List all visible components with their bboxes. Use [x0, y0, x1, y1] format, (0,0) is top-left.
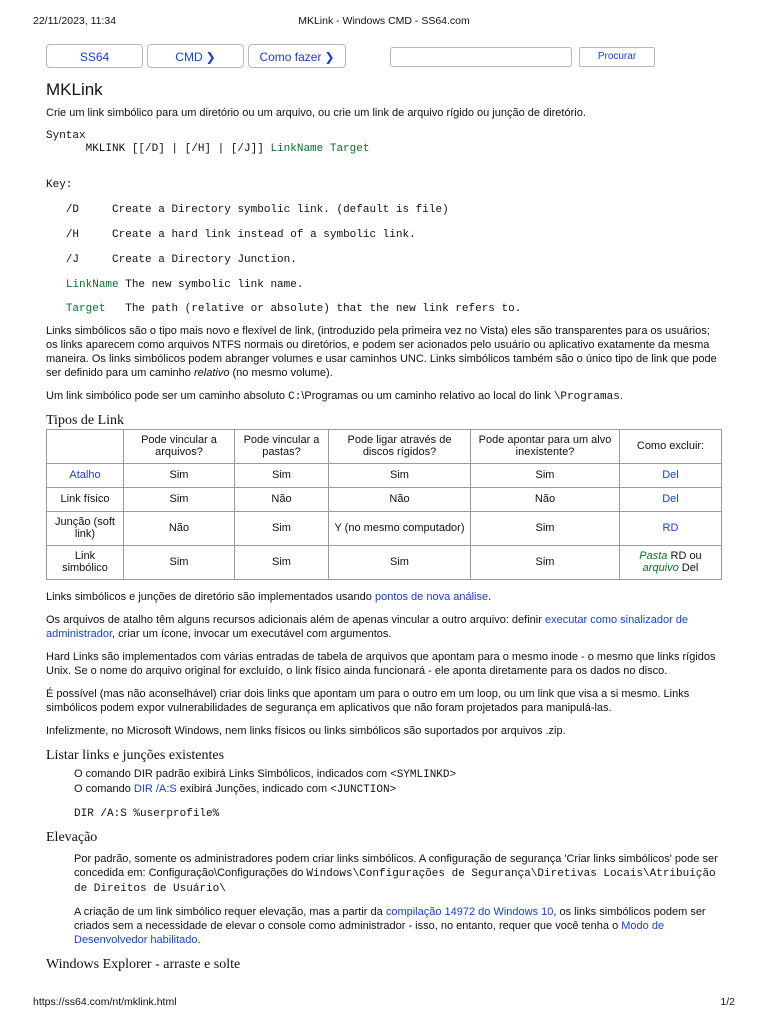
- print-page-number: 1/2: [720, 996, 735, 1008]
- main-content: [46, 80, 722, 976]
- reparse-paragraph: Links simbólicos e junções de diretório são implementados usando pontos de nova análise.: [46, 590, 492, 603]
- del-link[interactable]: Del: [662, 469, 679, 482]
- print-datetime: 22/11/2023, 11:34: [33, 15, 117, 27]
- listar-section: O comando DIR padrão exibirá Links Simbólicos, indicados com <SYMLINKD> O comando DIR /A:S exibirá Junções, indicado com <JUNCTION> DIR /A:S %userprofile%: [74, 767, 722, 820]
- nav-cmd-button[interactable]: CMD ❯: [147, 44, 244, 68]
- dir-command: DIR /A:S %userprofile%: [74, 807, 220, 820]
- listar-heading: Listar links e junções existentes: [46, 747, 225, 763]
- del-link[interactable]: Del: [662, 493, 679, 506]
- key-block: Key: /D Create a Directory symbolic link. (default is file) /H Create a hard link instead of a symbolic link. /J Create a Directory Junction. LinkName The new symbolic link name. Target The path (relative or absolute) that the new link refers to.: [46, 179, 522, 316]
- intro-text: Crie um link simbólico para um diretório ou um arquivo, ou crie um link de arquivo rígido ou junção de diretório.: [46, 107, 586, 119]
- table-row: Atalho Sim Sim Sim Sim Del: [47, 463, 722, 487]
- print-url: https://ss64.com/nt/mklink.html: [33, 996, 177, 1008]
- atalho-link[interactable]: Atalho: [69, 469, 101, 482]
- dir-as-link[interactable]: DIR /A:S: [133, 782, 177, 795]
- path-paragraph: Um link simbólico pode ser um caminho absoluto C:\Programas ou um caminho relativo ao local do link \Programas.: [46, 389, 623, 403]
- table-row: Link simbólico Sim Sim Sim Sim Pasta RD ou arquivo Del: [47, 545, 722, 579]
- table-row: Junção (soft link) Não Sim Y (no mesmo computador) Sim RD: [47, 511, 722, 545]
- table-header-row: Pode vincular a arquivos? Pode vincular a pastas? Pode ligar através de discos rígidos? Pode apontar para um alvo inexistente? Como excluir:: [47, 429, 722, 463]
- tipos-heading: Tipos de Link: [46, 412, 125, 428]
- zip-paragraph: Infelizmente, no Microsoft Windows, nem links físicos ou links simbólicos são suportados por arquivos .zip.: [46, 724, 566, 737]
- print-footer: [33, 996, 735, 1008]
- elevacao-section: Por padrão, somente os administradores podem criar links simbólicos. A configuração de segurança 'Criar links simbólicos' pode ser concedida em: Configuração\Configurações do Windows\Configurações de Segurança\Diretivas Locais\Atribuição de Direitos de Usuário\ A criação de um link simbólico requer elevação, mas a partir da compilação 14972 do Windows 10, os links simbólicos podem ser criados sem a necessidade de elevar o console como administrador - isso, no entanto, requer que você tenha o Modo de Desenvolvedor habilitado.: [74, 852, 718, 946]
- table-row: Link físico Sim Não Não Não Del: [47, 487, 722, 511]
- link-types-table: [46, 429, 722, 580]
- reparse-points-link[interactable]: pontos de nova análise: [374, 590, 489, 603]
- syntax-block: Syntax MKLINK [[/D] | [/H] | [/J]] LinkName Target: [46, 130, 370, 155]
- hardlink-paragraph: Hard Links são implementados com várias entradas de tabela de arquivos que apontam para o mesmo inode - o mesmo que links rígidos Unix. Se o nome do arquivo original for excluído, o link físico ainda funcionará - ele aponta diretamente para os dados no disco.: [46, 650, 716, 677]
- elevacao-heading: Elevação: [46, 829, 98, 845]
- search-button[interactable]: Procurar: [579, 47, 655, 67]
- rd-link[interactable]: RD: [662, 522, 679, 535]
- chevron-right-icon: ❯: [324, 50, 335, 64]
- nav-ss64-button[interactable]: SS64: [46, 44, 143, 68]
- run-as-admin-link[interactable]: executar como sinalizador de administrador: [46, 613, 689, 640]
- build-14972-link[interactable]: compilação 14972 do Windows 10: [385, 905, 554, 918]
- print-title: MKLink - Windows CMD - SS64.com: [298, 15, 470, 27]
- loop-paragraph: É possível (mas não aconselhável) criar dois links que apontam um para o outro em um loop, ou um link que visa a si mesmo. Links simbólicos podem expor vulnerabilidades de segurança em aplicativos que não foram projetados para manipulá-las.: [46, 687, 690, 714]
- search-input[interactable]: [390, 47, 572, 67]
- shortcut-paragraph: Os arquivos de atalho têm alguns recursos adicionais além de apenas vincular a outro arquivo: definir executar como sinalizador de administrador, criar um ícone, invocar um executável com argumentos.: [46, 613, 689, 640]
- explorer-heading: Windows Explorer - arraste e solte: [46, 956, 241, 972]
- developer-mode-link[interactable]: Modo de Desenvolvedor habilitado: [74, 919, 665, 946]
- symlink-paragraph: Links simbólicos são o tipo mais novo e flexível de link, (introduzido pela primeira vez no Vista) eles são transparentes para os usuários; os links aparecem como arquivos NTFS normais ou diretórios, e podem ser acionados pelo usuário ou aplicativo exatamente da mesma maneira. Os links simbólicos podem abranger volumes e usar caminhos UNC. Links simbólicos também são o único tipo de link que pode ser definido para um caminho relativo (no mesmo volume).: [46, 324, 717, 379]
- page-title: MKLink: [46, 80, 103, 99]
- chevron-right-icon: ❯: [205, 50, 216, 64]
- nav-howto-button[interactable]: Como fazer ❯: [248, 44, 346, 68]
